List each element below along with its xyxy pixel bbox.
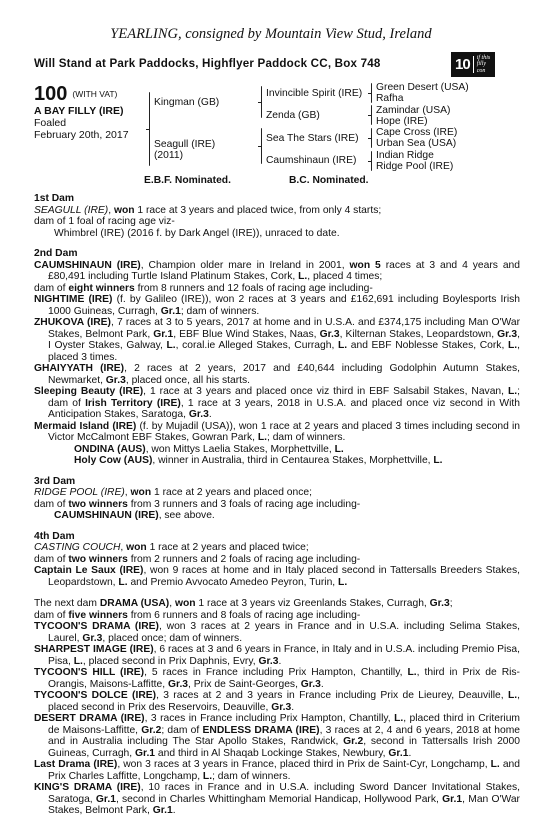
dam3-text: RIDGE POOL (IRE), won 1 race at 2 years and placed once; dam of two winners from 3 runners and 3 foals of racing age including-: [34, 487, 361, 510]
dam-year: (2011): [154, 150, 183, 161]
dd-brace: [371, 151, 372, 171]
pedigree-notes: [34, 193, 520, 817]
dam-sire-dam: Urban Sea (USA): [376, 138, 457, 149]
foaled-label: Foaled: [34, 117, 67, 129]
sire: Kingman (GB): [154, 97, 220, 108]
sire-dam-dam: Hope (IRE): [376, 116, 428, 127]
consignment-line: YEARLING, consigned by Mountain View Stud, Ireland: [110, 26, 432, 42]
dam4-title: 4th Dam: [34, 530, 75, 542]
progeny-zhukova: ZHUKOVA (IRE), 7 races at 3 to 5 years, 2017 at home and in U.S.A. and £374,175 including Man O'War Stakes, Belmont Park, Gr.1, EBF Blue Wind Stakes, Naas, Gr.3, Kilternan Stakes, Leopardstown, Gr.3, I Oyster Stakes, Galway, L., coral.ie Alleged Stakes, Curragh, L. and EBF Noblesse Stakes, Cork, L., placed 3 times.: [34, 317, 520, 363]
lot-number: 100: [34, 83, 68, 105]
next-dam-text: The next dam DRAMA (USA), won 1 race at 3 years viz Greenlands Stakes, Curragh, Gr.3; dam of five winners from 6 runners and 8 foals of racing age including-: [34, 598, 453, 621]
ss-brace: [371, 83, 372, 103]
bc-nomination: B.C. Nominated.: [289, 175, 369, 186]
dam2-text: CAUMSHINAUN (IRE), Champion older mare in Ireland in 2001, won 5 races at 3 and 4 years and £80,491 including Turtle Island Platinum Stakes, Cork, L., placed 4 times;: [34, 259, 520, 282]
dam-brace: [261, 128, 262, 164]
lot-badge: [451, 52, 495, 77]
ds-brace: [371, 128, 372, 148]
progeny-ondina: ONDINA (AUS), won Mittys Laelia Stakes, Morphettville, L.: [74, 443, 344, 455]
dam1-title: 1st Dam: [34, 193, 75, 204]
dam3-title: 3rd Dam: [34, 475, 76, 487]
ebf-nomination: E.B.F. Nominated.: [144, 175, 231, 186]
dam2-dam-of: dam of eight winners from 8 runners and 12 foals of racing age including-: [34, 282, 373, 294]
dam-sire: Sea The Stars (IRE): [266, 133, 359, 144]
progeny-last-drama: Last Drama (IRE), won 3 races at 3 years in France, placed third in Prix de Saint-Cyr, Longchamp, L. and Prix Charles Laffitte, Longchamp, L.; dam of winners.: [34, 759, 521, 782]
dam-dam-sire: Indian Ridge: [376, 150, 434, 161]
progeny-desert-drama: DESERT DRAMA (IRE), 3 races in France including Prix Hampton, Chantilly, L., placed third in Criterium de Maisons-Laffitte, Gr.2; dam of ENDLESS DRAMA (IRE), 3 races at 2, 4 and 6 years, 2018 at home and in Australia including The Star Apollo Stakes, Randwick, Gr.2, second in Tattersalls Irish 2000 Guineas, Curragh, Gr.1 and third in Al Shaqab Lockinge Stakes, Newbury, Gr.1.: [34, 713, 521, 759]
dam4-text: CASTING COUCH, won 1 race at 2 years and placed twice; dam of two winners from 2 runners and 2 foals of racing age including-: [34, 542, 361, 565]
dam1-text: SEAGULL (IRE), won 1 race at 3 years and placed twice, from only 4 starts; dam of 1 foal of racing age viz-: [34, 204, 382, 227]
progeny-tycoons-drama: TYCOON'S DRAMA (IRE), won 3 races at 2 years in France and in U.S.A. including Selima Stakes, Laurel, Gr.3, placed once; dam of winners.: [34, 621, 520, 644]
progeny-tycoons-dolce: TYCOON'S DOLCE (IRE), 3 races at 2 and 3 years in France including Prix de Lieurey, Deauville, L., placed second in Prix des Reservoirs, Deauville, Gr.3.: [34, 690, 520, 713]
sd-brace: [371, 105, 372, 125]
sire-brace: [261, 86, 262, 118]
foaled-date: February 20th, 2017: [34, 129, 129, 141]
dam2-title: 2nd Dam: [34, 248, 78, 259]
progeny-ghaiyyath: GHAIYYATH (IRE), 2 races at 2 years, 2017 and £40,644 including Godolphin Autumn Stakes, Newmarket, Gr.3, placed once, all his starts.: [34, 363, 520, 386]
badge-number: 10: [455, 56, 474, 73]
pedigree-brace: [149, 92, 150, 166]
progeny-nightime: NIGHTIME (IRE) (f. by Galileo (IRE)), won 2 races at 3 years and £162,691 including Boylesports Irish 1000 Guineas, Curragh, Gr.1; dam of winners.: [34, 294, 520, 317]
dam-dam: Caumshinaun (IRE): [266, 155, 357, 166]
progeny-caumshinaun: CAUMSHINAUN (IRE), see above.: [54, 510, 215, 521]
progeny-holy-cow: Holy Cow (AUS), winner in Australia, third in Centaurea Stakes, Morphettville, L.: [74, 455, 443, 466]
progeny-kings-drama: KING'S DRAMA (IRE), 10 races in France and in U.S.A. including Sword Dancer Invitational Stakes, Saratoga, Gr.1, second in Charles Whittingham Memorial Handicap, Hollywood Park, Gr.1, Man O'War Stakes, Belmont Park, Gr.1.: [34, 782, 520, 816]
sire-sire: Invincible Spirit (IRE): [266, 88, 363, 99]
progeny-sleeping-beauty: Sleeping Beauty (IRE), 1 race at 3 years and placed once viz third in EBF Salsabil Stakes, Navan, L.; dam of Irish Territory (IRE), 1 race at 3 years, 2018 in U.S.A. and placed once viz second in With Anticipation Stakes, Saratoga, Gr.3.: [34, 386, 520, 420]
progeny-sharpest-image: SHARPEST IMAGE (IRE), 6 races at 3 and 6 years in France, in Italy and in U.S.A. including Premio Pisa, Pisa, L., placed second in Prix Daphnis, Evry, Gr.3.: [34, 644, 520, 667]
dam-sire-sire: Cape Cross (IRE): [376, 127, 458, 138]
stand-location: Will Stand at Park Paddocks, Highflyer Paddock CC, Box 748: [34, 57, 381, 70]
sire-sire-dam: Rafha: [376, 93, 404, 104]
dam-dam-dam: Ridge Pool (IRE): [376, 161, 454, 172]
lot-description: A BAY FILLY (IRE): [34, 105, 124, 117]
lot-vat: (WITH VAT): [72, 89, 118, 99]
sire-dam-sire: Zamindar (USA): [376, 105, 451, 116]
sire-dam: Zenda (GB): [266, 110, 320, 121]
lot-info: [34, 84, 129, 141]
progeny-captain-le-saux: Captain Le Saux (IRE), won 9 races at home and in Italy placed second in Tattersalls Breeders Stakes, Leopardstown, L. and Premio Avvocato Amedeo Peyron, Turin, L.: [34, 565, 520, 588]
progeny-mermaid-island: Mermaid Island (IRE) (f. by Mujadil (USA)), won 1 race at 2 years and placed 3 times including second in Victor McCalmont EBF Stakes, Gowran Park, L.; dam of winners.: [34, 420, 521, 443]
dam: Seagull (IRE): [154, 139, 216, 150]
badge-text: if this filly con: [476, 54, 491, 74]
progeny-tycoons-hill: TYCOON'S HILL (IRE), 5 races in France including Prix Hampton, Chantilly, L., third in Prix de Ris-Orangis, Maisons-Laffitte, Gr.3, Prix de Saint-Georges, Gr.3.: [34, 667, 520, 690]
dam1-progeny: Whimbrel (IRE) (2016 f. by Dark Angel (IRE)), unraced to date.: [54, 227, 340, 239]
sire-sire-sire: Green Desert (USA): [376, 82, 469, 93]
